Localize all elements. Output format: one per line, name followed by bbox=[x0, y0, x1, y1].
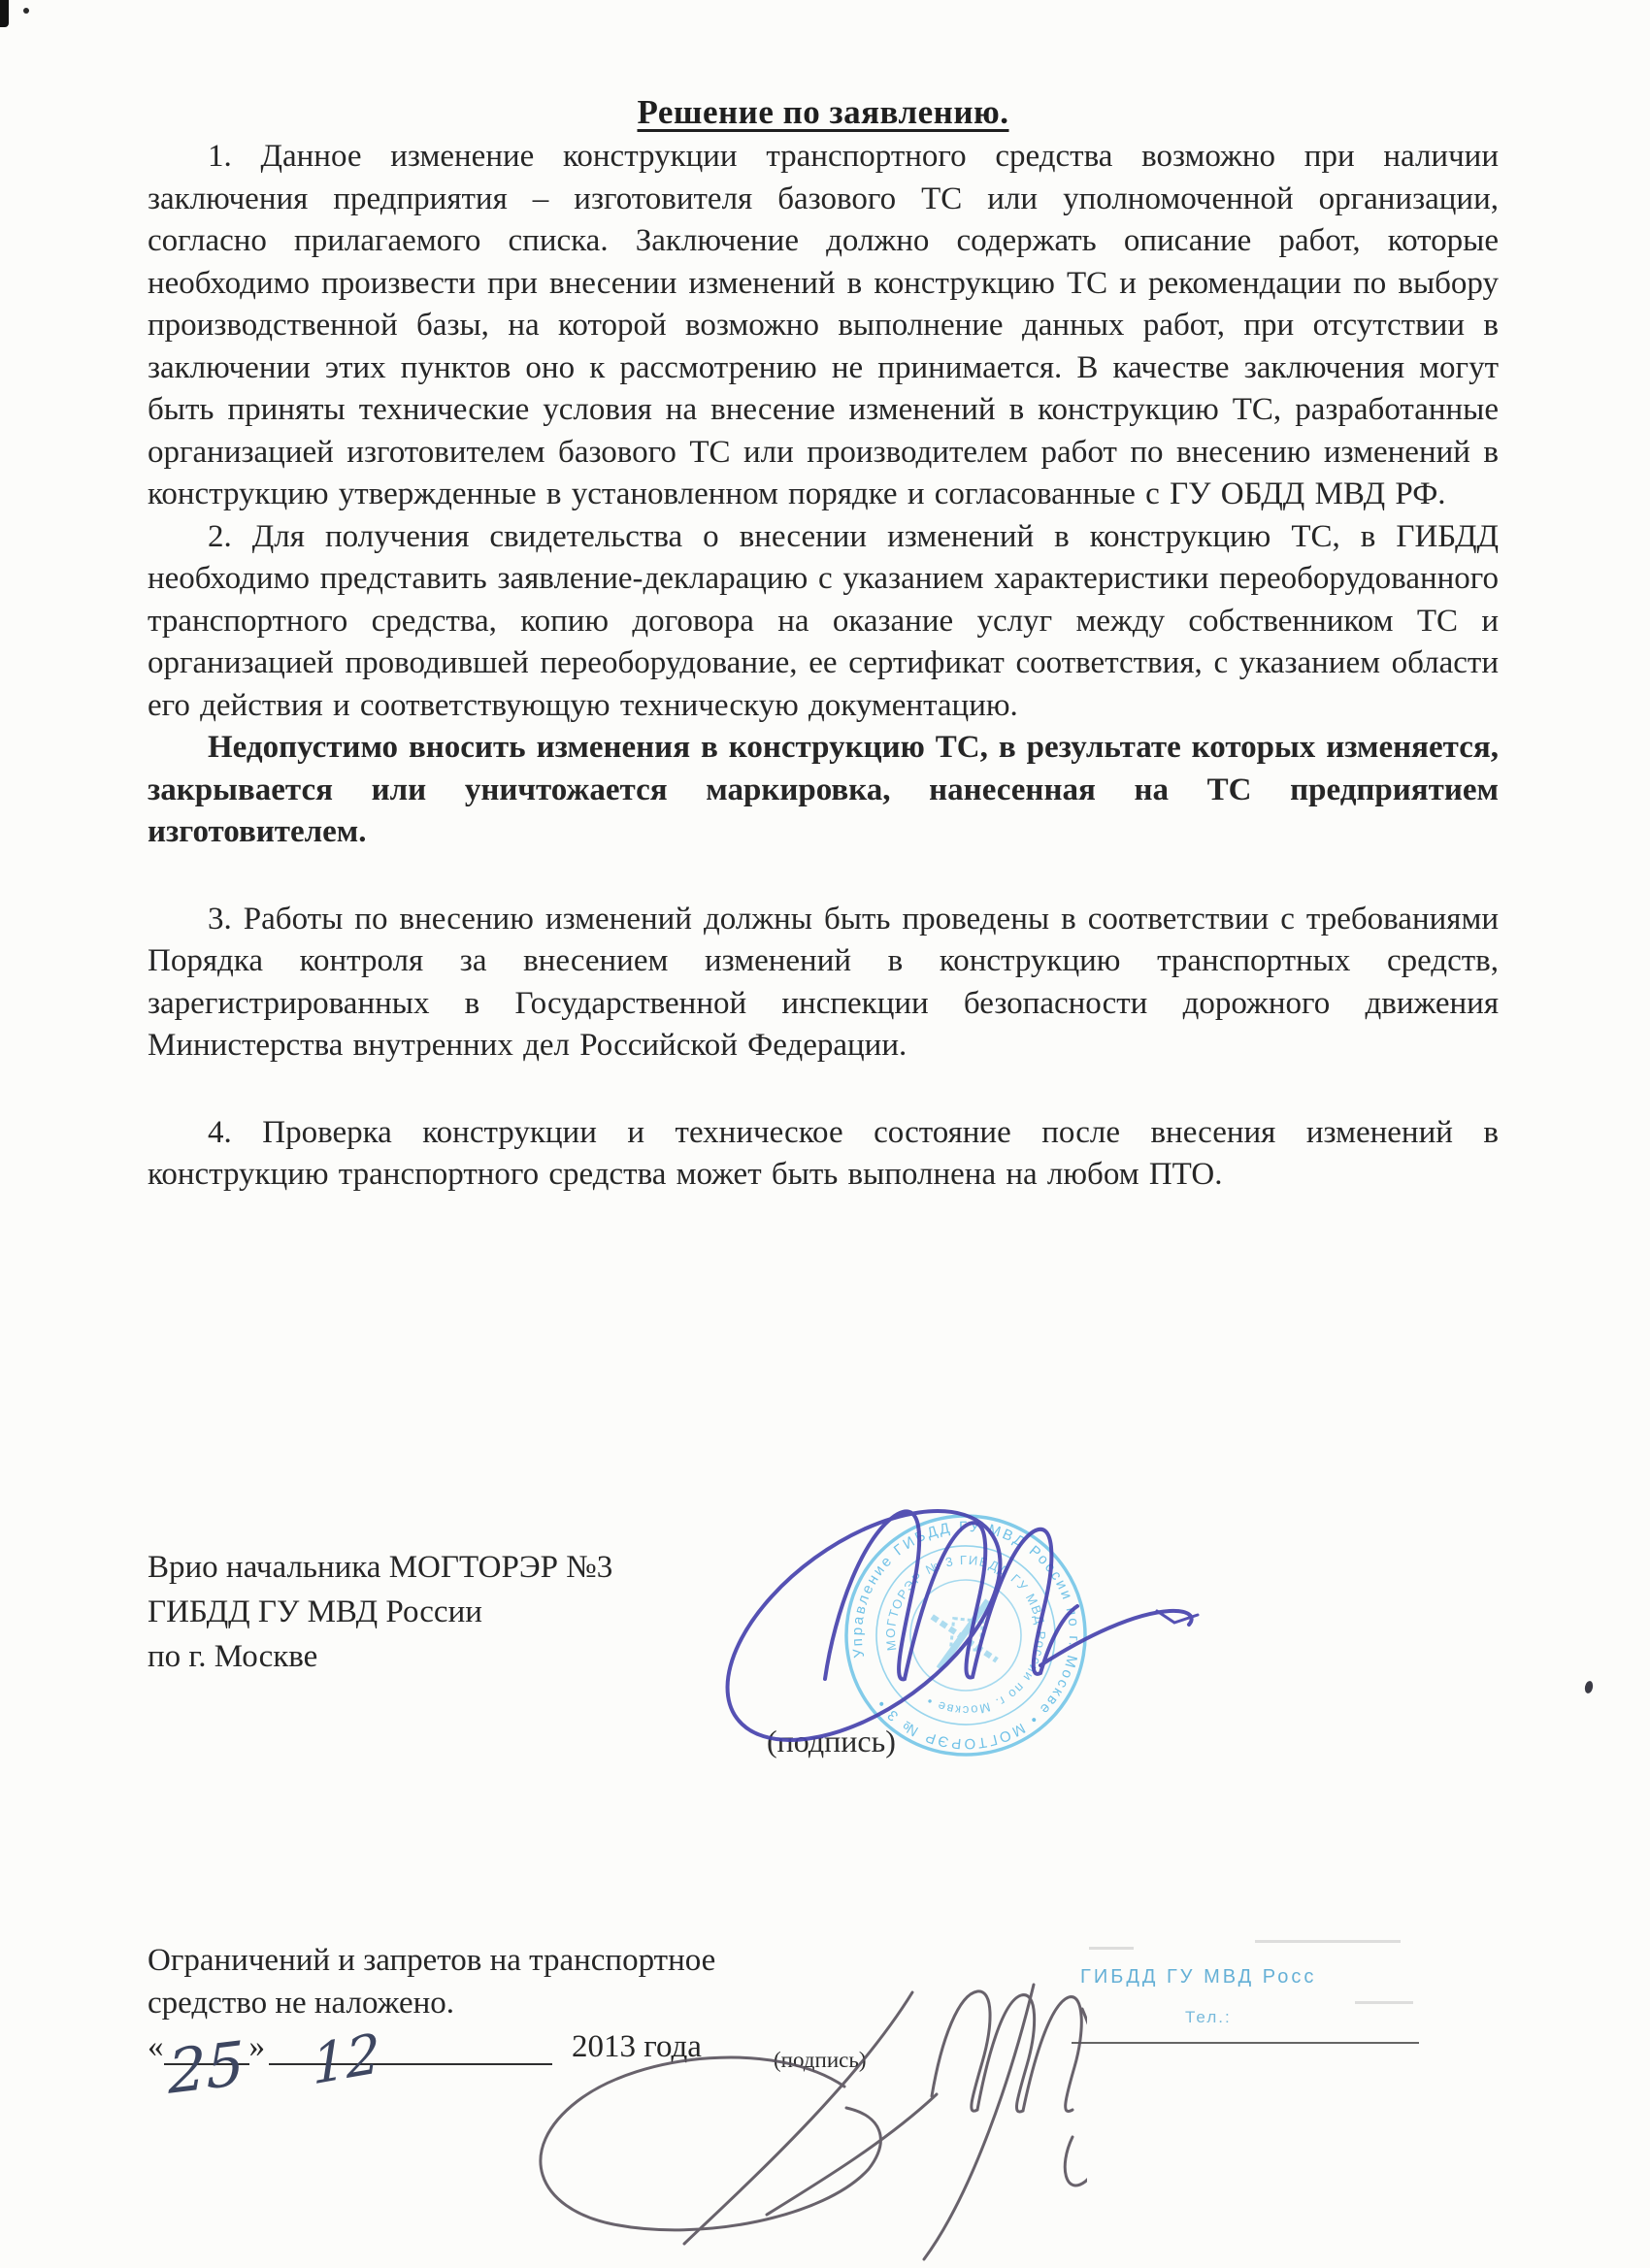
stamp-emblem bbox=[928, 1600, 1001, 1672]
quote-close: » bbox=[248, 2029, 265, 2064]
pen-signature-blue bbox=[687, 1465, 1198, 1786]
scan-smudge bbox=[1089, 1947, 1134, 1950]
scan-artifact-corner bbox=[0, 0, 9, 27]
svg-text:МОГТОРЭР № 3 ГИБДД ГУ МВД Росс bbox=[868, 1537, 1064, 1733]
handwritten-day: 25 bbox=[167, 2026, 246, 2109]
scan-artifact-speck bbox=[23, 8, 29, 14]
paragraph-1: 1. Данное изменение конструкции транспортного средства возможно при наличии заключения предприятия – изготовителя базового ТС или уполномоченной организации, согласно прилагаемого списка. Заключение должно содержать описание работ, которые необходимо произвести при внесении изменений в конструкцию ТС и рекомендации по выбору производственной базы, на которой возможно выполнение данных работ, при отсутствии в заключении этих пунктов оно к рассмотрению не принимается. В качестве заключения могут быть приняты технические условия на внесение изменений в конструкцию ТС, разработанные организацией изготовителем базового ТС или производителем работ по внесению изменений в конструкцию утвержденные в установленном порядке и согласованные с ГУ ОБДД МВД РФ. bbox=[148, 139, 1499, 511]
paragraph-bold-warning: Недопустимо вносить изменения в конструкцию ТС, в результате которых изменяется, закрывается или уничтожается маркировка, нанесенная на ТС предприятием изготовителем. bbox=[148, 730, 1499, 849]
rect-stamp-line2: Тел.: bbox=[1185, 2008, 1232, 2026]
handwritten-day-slot bbox=[164, 2024, 249, 2109]
signature-caption: (подпись) bbox=[767, 1724, 896, 1759]
pen-signature-gray bbox=[505, 1970, 1087, 2261]
footer-statement-line2: средство не наложено. bbox=[148, 1986, 455, 2021]
stamp-outer-ring-text: Управление ГИБДД ГУ МВД России по г. Москве • МОГТОРЭР № 3 • bbox=[848, 1518, 1083, 1753]
signatory-title-line2: ГИБДД ГУ МВД России bbox=[148, 1594, 482, 1629]
round-stamp-and-signature bbox=[679, 1446, 1223, 1795]
footer-signature-caption: (подпись) bbox=[774, 2048, 867, 2072]
scan-smudge bbox=[1255, 1940, 1401, 1943]
paragraph-3: 3. Работы по внесению изменений должны быть проведены в соответствии с требованиями Порядка контроля за внесением изменений в конструкцию транспортных средств, зарегистрированных в Государственной инспекции безопасности дорожного движения Министерства внутренних дел Российской Федерации. bbox=[148, 901, 1499, 1063]
signatory-title-line3: по г. Москве bbox=[148, 1639, 318, 1674]
year-text: 2013 года bbox=[572, 2029, 702, 2064]
signatory-block bbox=[148, 1545, 612, 1679]
document-title: Решение по заявлению. bbox=[637, 93, 1009, 131]
handwritten-month: 12 bbox=[311, 2021, 381, 2098]
paragraph-2: 2. Для получения свидетельства о внесении изменений в конструкцию ТС, в ГИБДД необходимо представить заявление-декларацию с указанием характеристики переоборудованного транспортного средства, копию договора на оказание услуг между собственником ТС и организацией проводившей переоборудование, ее сертификат соответствия, с указанием области его действия и соответствующую техническую документацию. bbox=[148, 518, 1499, 723]
footer-statement-line1: Ограничений и запретов на транспортное bbox=[148, 1943, 716, 1978]
rect-stamp-line1: ГИБДД ГУ МВД Росс bbox=[1080, 1966, 1317, 1988]
handwritten-month-slot bbox=[269, 2021, 552, 2098]
signatory-title-line1: Врио начальника МОГТОРЭР №3 bbox=[148, 1550, 613, 1585]
signature-line bbox=[1072, 2042, 1419, 2044]
stamp-inner-ring-text: МОГТОРЭР № 3 ГИБДД ГУ МВД России по г. Москве • bbox=[882, 1552, 1049, 1719]
paragraph-4: 4. Проверка конструкции и техническое состояние после внесения изменений в конструкцию транспортного средства может быть выполнена на любом ПТО. bbox=[148, 1114, 1499, 1192]
date-line bbox=[148, 2021, 702, 2109]
quote-open: « bbox=[148, 2029, 164, 2064]
document-body bbox=[148, 93, 1499, 1197]
rect-stamp bbox=[1080, 1966, 1430, 2027]
ink-dot-artifact bbox=[1584, 1680, 1595, 1693]
